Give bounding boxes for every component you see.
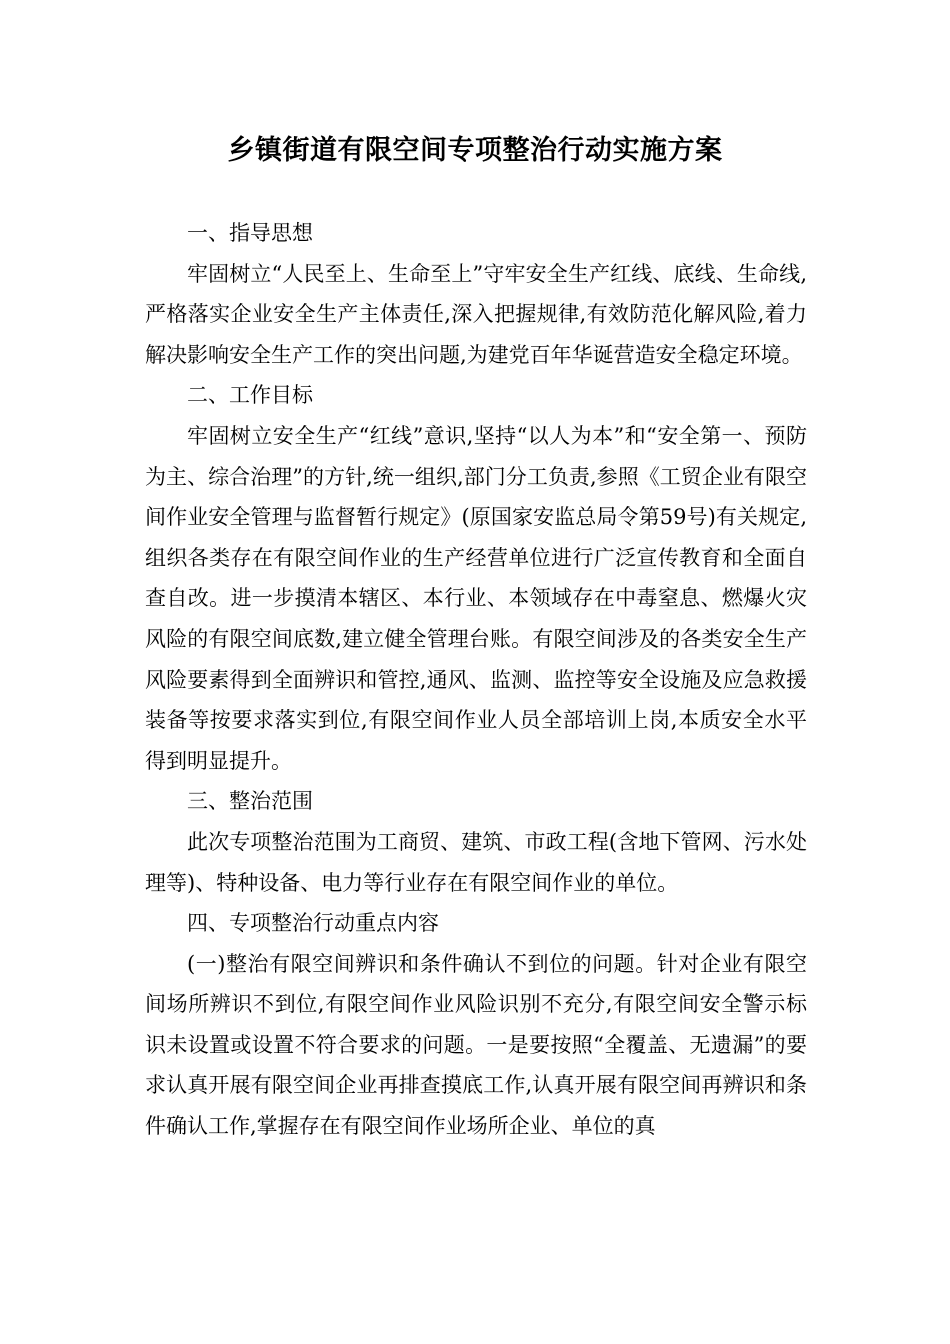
document-title: 乡镇街道有限空间专项整治行动实施方案 (227, 135, 723, 166)
section-heading-scope: 三、整治范围 (187, 789, 313, 814)
paragraph-scope: 此次专项整治范围为工商贸、建筑、市政工程(含地下管网、污水处理等)、特种设备、电力等行业存在有限空间作业的单位。 (145, 829, 807, 895)
section-heading-guiding-ideology: 一、指导思想 (187, 221, 313, 245)
section-heading-key-content: 四、专项整治行动重点内容 (187, 911, 439, 936)
paragraph-guiding-ideology: 牢固树立“人民至上、生命至上”守牢安全生产红线、底线、生命线,严格落实企业安全生产主体责任,深入把握规律,有效防范化解风险,着力解决影响安全生产工作的突出问题,为建党百年华诞营造安全稳定环境。 (145, 261, 807, 367)
paragraph-work-goals: 牢固树立安全生产“红线”意识,坚持“以人为本”和“安全第一、预防为主、综合治理”的方针,统一组织,部门分工负责,参照《工贸企业有限空间作业安全管理与监督暂行规定》(原国家安监总局令第59号)有关规定,组织各类存在有限空间作业的生产经营单位进行广泛宣传教育和全面自查自改。进一步摸清本辖区、本行业、本领域存在中毒窒息、燃爆火灾风险的有限空间底数,建立健全管理台账。有限空间涉及的各类安全生产风险要素得到全面辨识和管控,通风、监测、监控等安全设施及应急救援装备等按要求落实到位,有限空间作业人员全部培训上岗,本质安全水平得到明显提升。 (145, 423, 807, 773)
document-body (145, 213, 807, 1147)
paragraph-key-content-1: (一)整治有限空间辨识和条件确认不到位的问题。针对企业有限空间场所辨识不到位,有限空间作业风险识别不充分,有限空间安全警示标识未设置或设置不符合要求的问题。一是要按照“全覆盖、无遗漏”的要求认真开展有限空间企业再排查摸底工作,认真开展有限空间再辨识和条件确认工作,掌握存在有限空间作业场所企业、单位的真 (145, 951, 807, 1139)
section-heading-work-goals: 二、工作目标 (187, 383, 313, 408)
